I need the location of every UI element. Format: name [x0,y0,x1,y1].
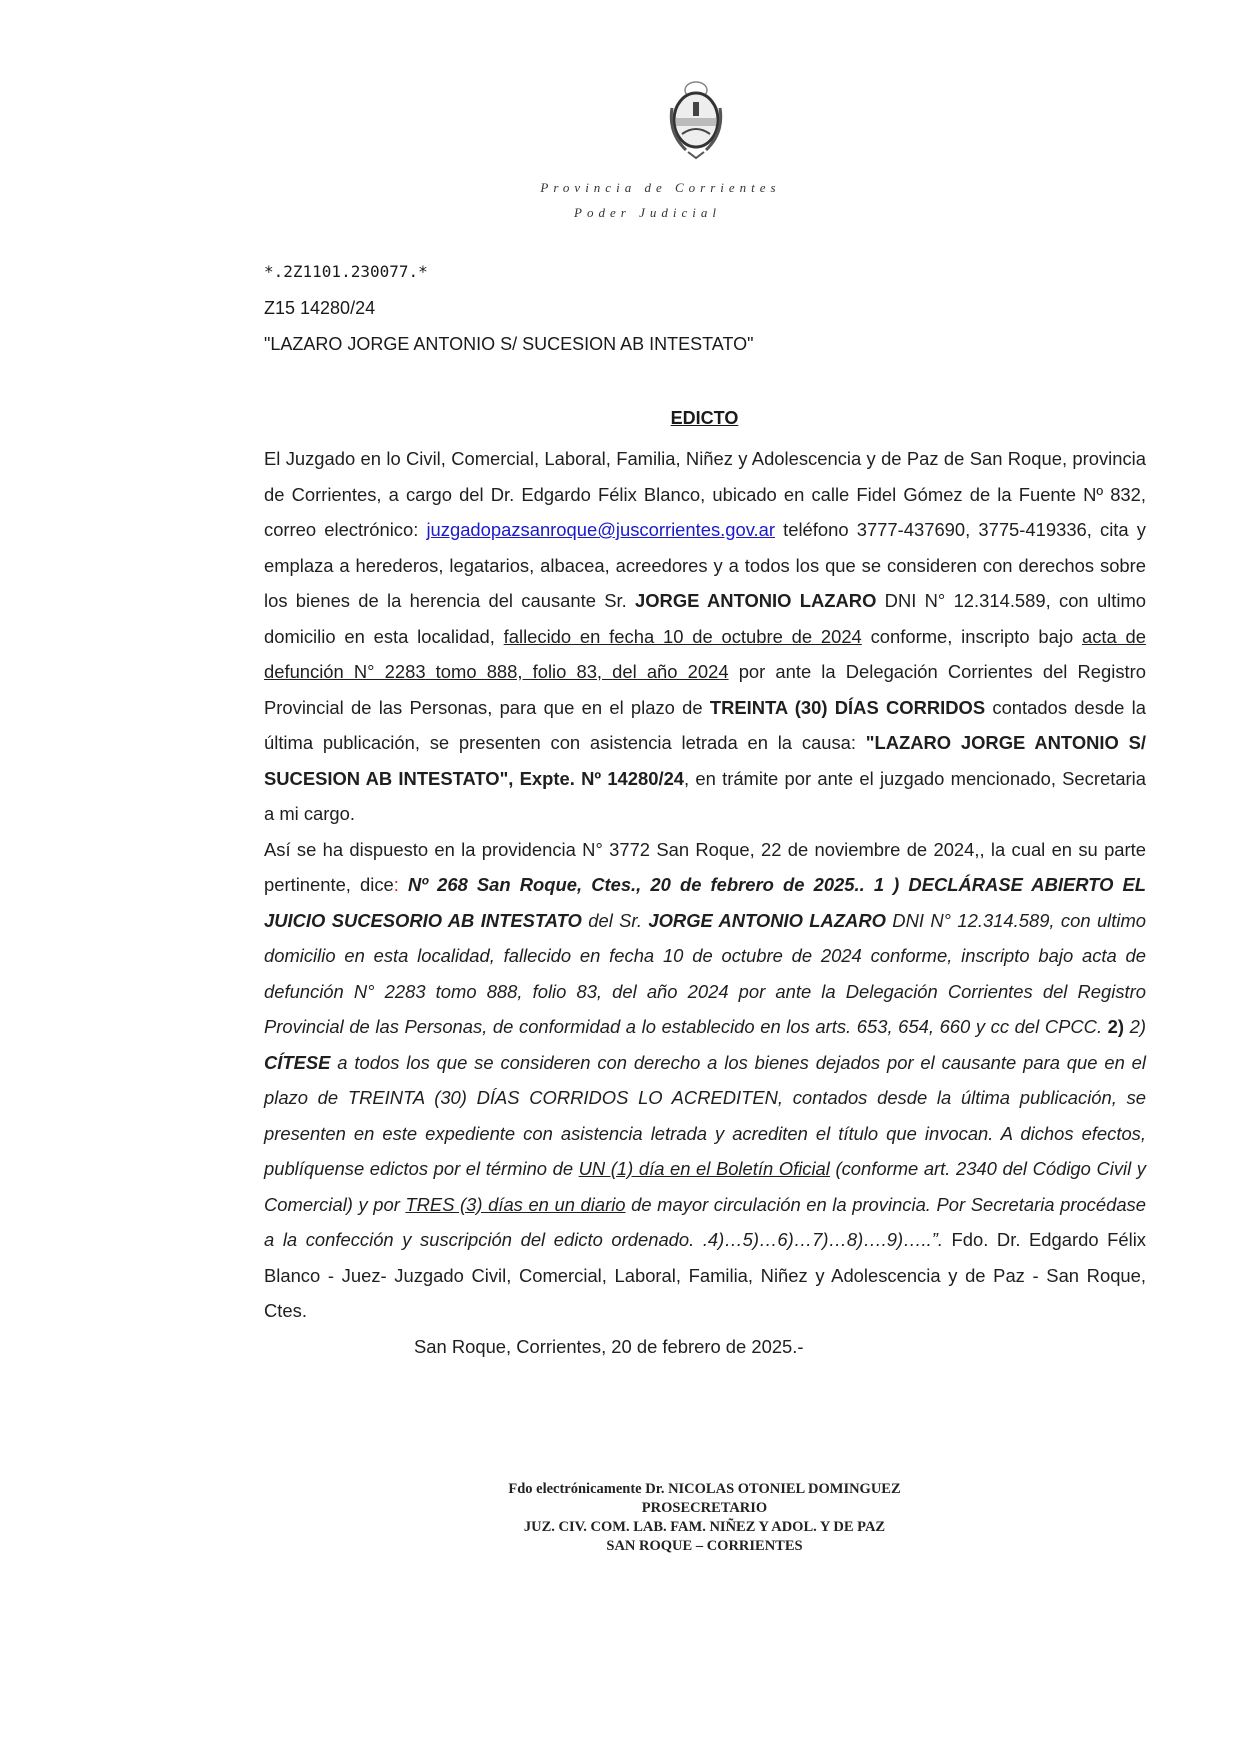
document-date: San Roque, Corrientes, 20 de febrero de 2025.- [414,1335,804,1357]
newspaper-term: TRES (3) días en un diario [405,1193,626,1215]
text-span: a todos los que se consideren con derecho a los bienes dejados por el causante para que en el plazo de TREINTA (30) DÍAS CORRIDOS LO ACREDITEN, contados desde la última publicación, se presenten en este expediente con asistencia letrada y acrediten el título que invocan. A dichos efectos, publíquense edictos por el término de [264,1051,1146,1179]
text-span: (conforme art. 2340 del Código Civil y Comercial) y por [264,1158,1146,1215]
signature-location: SAN ROQUE – CORRIENTES [606,1538,803,1554]
deceased-name: JORGE ANTONIO LAZARO [635,590,877,611]
coat-of-arms-icon [664,78,728,162]
paragraph-summons [264,441,1146,832]
text-span: DNI N° 12.314.589, con ultimo domicilio en esta localidad, [264,590,1147,647]
text-span: : [393,874,399,895]
text-span: contados desde la última publicación, se presenten con asistencia letrada en la causa: [264,696,1146,753]
signature-block [0,1480,1241,1556]
text-span: 2) [1107,1016,1125,1037]
resolution-heading: Nº 268 San Roque, Ctes., 20 de febrero de 2025.. 1 ) DECLÁRASE ABIERTO EL JUICIO SUCESORIO AB INTESTATO [264,874,1146,931]
text-span: 2) [1124,1016,1146,1037]
document-code: *.2Z1101.230077.* [264,262,428,281]
text-span: de mayor circulación en la provincia. Por Secretaria procédase a la confección y suscripción del edicto ordenado. .4)…5)…6)…7)…8)….9)…..”. [264,1193,1146,1250]
signature-role: PROSECRETARIO [641,1500,768,1516]
text-span: Así se ha dispuesto en la providencia N° 3772 San Roque, 22 de noviembre de 2024,, la cual en su parte pertinente, dice [264,838,1146,895]
citese-keyword: CÍTESE [264,1051,331,1073]
deceased-name: JORGE ANTONIO LAZARO [648,909,886,931]
header-province: Provincia de Corrientes [540,180,781,195]
paragraph-resolution [264,832,1146,1329]
official-bulletin-term: UN (1) día en el Boletín Oficial [578,1158,830,1179]
text-span: DNI N° 12.314.589, con ultimo domicilio en esta localidad, fallecido en fecha 10 de octubre de 2024 conforme, inscripto bajo acta de defunción N° 2283 tomo 888, folio 83, del año 2024 por ante la Delegación Corrientes del Registro Provincial de las Personas, de conformidad a lo establecido en los arts. 653, 654, 660 y cc del CPCC. [264,909,1146,1037]
header-judicial-power: Poder Judicial [574,205,721,220]
document-title: EDICTO [670,408,739,428]
term-period: TREINTA (30) DÍAS CORRIDOS [709,696,986,718]
text-span: conforme, inscripto bajo [861,625,1082,647]
case-number: Z15 14280/24 [264,298,376,318]
death-date: fallecido en fecha 10 de octubre de 2024 [503,625,862,647]
text-span: teléfono 3777-437690, 3775-419336, cita y emplaza a herederos, legatarios, albacea, acreedores y a todos los que se consideren con derechos sobre los bienes de la herencia del causante Sr. [264,519,1146,611]
court-email-link[interactable]: juzgadopazsanroque@juscorrientes.gov.ar [426,519,775,540]
case-title: "LAZARO JORGE ANTONIO S/ SUCESION AB INTESTATO" [264,334,754,354]
signature-court: JUZ. CIV. COM. LAB. FAM. NIÑEZ Y ADOL. Y DE PAZ [523,1519,886,1535]
text-span: por ante la Delegación Corrientes del Registro Provincial de las Personas, para que en el plazo de [264,661,1146,718]
text-span: , en trámite por ante el juzgado mencionado, Secretaria a mi cargo. [264,767,1146,824]
text-span: del Sr. [581,909,649,931]
text-span: Fdo. Dr. Edgardo Félix Blanco - Juez- Juzgado Civil, Comercial, Laboral, Familia, Niñez y Adolescencia y de Paz - San Roque, Ctes. [264,1229,1146,1321]
text-span: El Juzgado en lo Civil, Comercial, Laboral, Familia, Niñez y Adolescencia y de Paz de San Roque, provincia de Corrientes, a cargo del Dr. Edgardo Félix Blanco, ubicado en calle Fidel Gómez de la Fuente Nº 832, correo electrónico: [264,448,1146,540]
signature-signer: Fdo electrónicamente Dr. NICOLAS OTONIEL DOMINGUEZ [508,1481,901,1497]
cause-reference: "LAZARO JORGE ANTONIO S/ SUCESION AB INTESTATO", Expte. Nº 14280/24 [264,732,1146,789]
document-body [264,441,1146,1364]
death-certificate: acta de defunción N° 2283 tomo 888, folio 83, del año 2024 [264,625,1147,682]
